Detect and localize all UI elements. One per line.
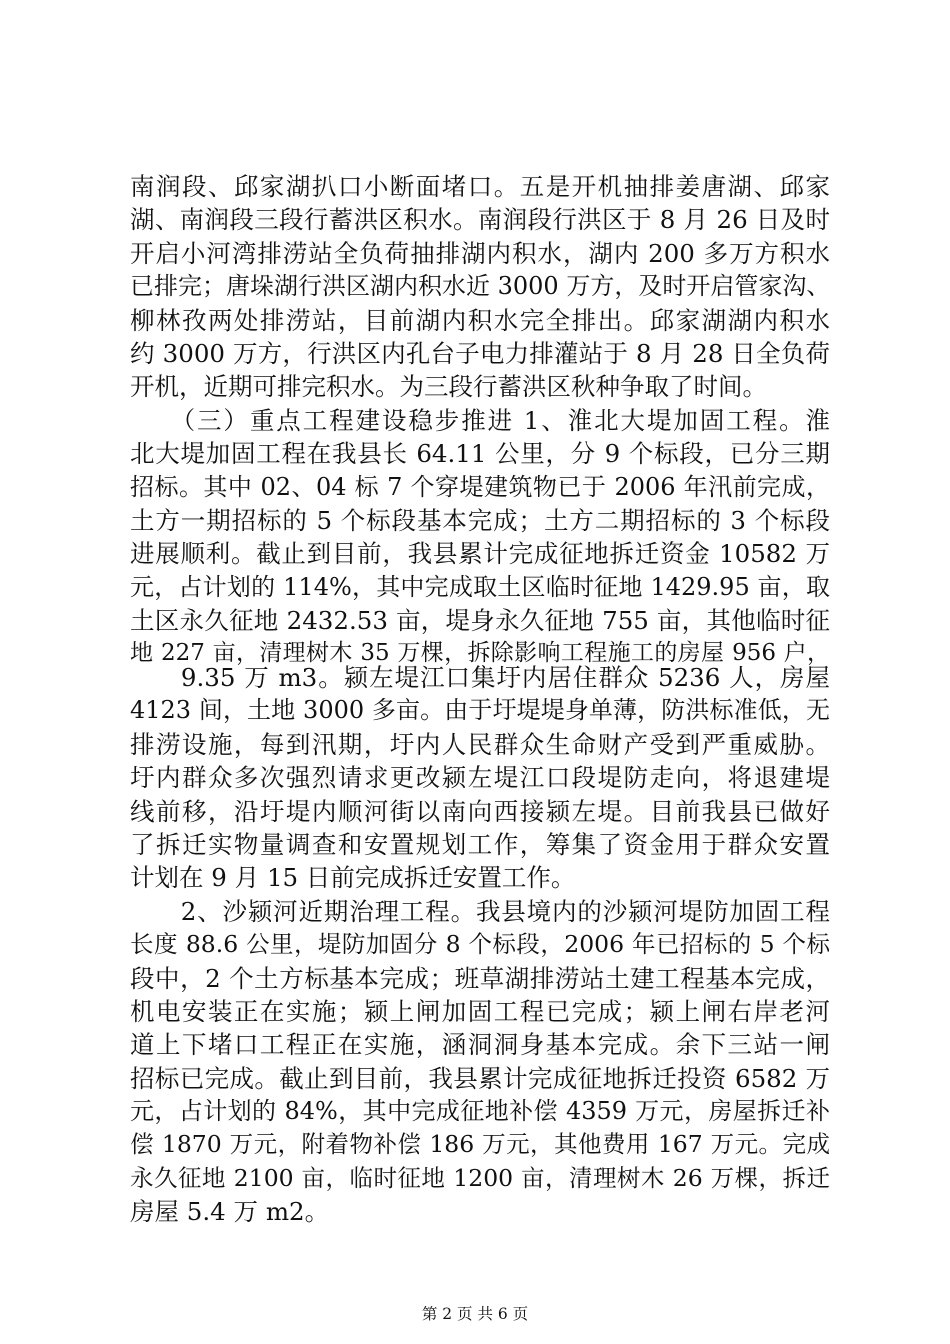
text-line: 了拆迁实物量调查和安置规划工作，筹集了资金用于群众安置 [130,829,830,859]
text-line: 已排完；唐垛湖行洪区湖内积水近 3000 万方，及时开启管家沟、 [130,272,831,301]
text-line: 开启小河湾排涝站全负荷抽排湖内积水，湖内 200 多万方积水 [130,238,830,268]
text-line: 排涝设施，每到汛期，圩内人民群众生命财产受到严重威胁。 [130,729,830,759]
text-line: 房屋 5.4 万 m2。 [130,1197,330,1227]
text-line: 计划在 9 月 15 日前完成拆迁安置工作。 [130,863,576,893]
text-line: 北大堤加固工程在我县长 64.11 公里，分 9 个标段，已分三期 [130,439,830,469]
text-line: 柳林孜两处排涝站，目前湖内积水完全排出。邱家湖湖内积水 [130,305,830,335]
text-line: 元，占计划的 114%，其中完成取土区临时征地 1429.95 亩，取 [130,572,830,601]
text-line: 招标。其中 02、04 标 7 个穿堤建筑物已于 2006 年汛前完成， [130,472,830,501]
text-line: 段中，2 个土方标基本完成；班草湖排涝站土建工程基本完成， [130,963,830,993]
text-line: 永久征地 2100 亩，临时征地 1200 亩，清理树木 26 万棵，拆迁 [130,1163,830,1192]
text-line: 9.35 万 m3。颍左堤江口集圩内居住群众 5236 人，房屋 [130,663,830,692]
text-line: 2、沙颍河近期治理工程。我县境内的沙颍河堤防加固工程 [130,896,830,926]
text-line: 圩内群众多次强烈请求更改颍左堤江口段堤防走向，将退建堤 [130,763,830,793]
page-footer: 第 2 页 共 6 页 [421,1305,529,1323]
text-line: 机电安装正在实施；颍上闸加固工程已完成；颍上闸右岸老河 [130,996,830,1026]
text-line: 进展顺利。截止到目前，我县累计完成征地拆迁资金 10582 万 [130,539,830,569]
text-line: 偿 1870 万元，附着物补偿 186 万元，其他费用 167 万元。完成 [130,1130,830,1159]
text-line: 土区永久征地 2432.53 亩，堤身永久征地 755 亩，其他临时征 [130,606,830,636]
text-line: 道上下堵口工程正在实施，涵洞洞身基本完成。余下三站一闸 [130,1030,830,1060]
text-line: 开机，近期可排完积水。为三段行蓄洪区秋种争取了时间。 [130,372,767,402]
text-block-1 [130,170,830,671]
text-line: 线前移，沿圩堤内顺河街以南向西接颍左堤。目前我县已做好 [130,796,830,826]
text-line: 元，占计划的 84%，其中完成征地补偿 4359 万元，房屋拆迁补 [130,1097,830,1126]
text-line: 南润段、邱家湖扒口小断面堵口。五是开机抽排姜唐湖、邱家 [130,172,830,201]
text-line: （三）重点工程建设稳步推进 1、淮北大堤加固工程。淮 [130,405,830,435]
text-line: 地 227 亩，清理树木 35 万棵，拆除影响工程施工的房屋 956 户， [130,640,830,667]
text-line: 土方一期招标的 5 个标段基本完成；土方二期招标的 3 个标段 [130,505,830,535]
text-line: 4123 间，土地 3000 多亩。由于圩堤堤身单薄，防洪标准低，无 [130,696,830,725]
text-line: 湖、南润段三段行蓄洪区积水。南润段行洪区于 8 月 26 日及时 [130,205,830,235]
text-line: 招标已完成。截止到目前，我县累计完成征地拆迁投资 6582 万 [130,1063,830,1093]
text-line: 约 3000 万方，行洪区内孔台子电力排灌站于 8 月 28 日全负荷 [130,338,830,368]
text-line: 长度 88.6 公里，堤防加固分 8 个标段，2006 年已招标的 5 个标 [130,930,830,959]
text-block-2 [130,661,830,1229]
